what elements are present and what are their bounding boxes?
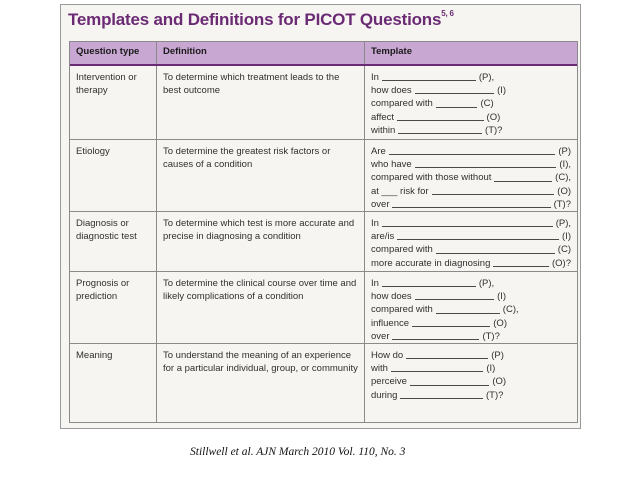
template-suffix: (P): [558, 146, 571, 157]
template-blank: [382, 71, 476, 81]
template-blank: [415, 290, 494, 300]
template-line: [371, 290, 571, 303]
template-blank: [415, 84, 494, 94]
template-blank: [400, 389, 483, 399]
picot-table: [69, 41, 578, 423]
citation-caption: Stillwell et al. AJN March 2010 Vol. 110, No. 3: [190, 446, 406, 458]
template-blank: [436, 303, 500, 313]
template-line: [371, 145, 571, 158]
template-prefix: at ___ risk for: [371, 185, 429, 197]
template-line: [371, 84, 571, 97]
question-type-cell: Prognosis or prediction: [70, 272, 157, 343]
template-spacer: [502, 124, 571, 137]
template-suffix: (I),: [559, 159, 571, 171]
title-superscript: 5, 6: [441, 9, 454, 18]
template-prefix: during: [371, 389, 398, 401]
template-suffix: (C),: [555, 172, 571, 184]
template-suffix: (T)?: [486, 389, 504, 401]
template-prefix: In: [371, 278, 379, 289]
template-suffix: (T)?: [485, 124, 503, 136]
table-body: [70, 66, 577, 422]
template-prefix: compared with: [371, 244, 433, 256]
table-header: [70, 42, 577, 66]
template-blank: [406, 349, 488, 359]
template-cell: [365, 140, 577, 211]
definition-cell: To determine the clinical course over time and likely complications of a condition: [157, 272, 365, 343]
template-prefix: How do: [371, 350, 404, 361]
definition-cell: To understand the meaning of an experience for a particular individual, group, or community: [157, 344, 365, 422]
template-blank: [397, 230, 559, 240]
table-row: [70, 212, 577, 272]
template-line: [371, 158, 571, 171]
template-prefix: within: [371, 124, 396, 136]
template-blank: [397, 111, 483, 121]
template-line: [371, 230, 571, 243]
template-spacer: [495, 362, 571, 375]
template-suffix: (I): [497, 291, 507, 303]
template-suffix: (C): [557, 244, 571, 256]
table-row: [70, 140, 577, 212]
template-line: [371, 97, 571, 110]
template-spacer: [494, 97, 571, 110]
template-blank: [412, 317, 490, 327]
template-cell: [365, 212, 577, 271]
template-suffix: (O): [493, 317, 507, 329]
definition-cell: To determine which test is more accurate and precise in diagnosing a condition: [157, 212, 365, 271]
template-line: [371, 124, 571, 137]
template-suffix: (I): [497, 85, 507, 97]
template-spacer: [494, 277, 571, 290]
template-blank: [392, 198, 550, 208]
column-header-template: Template: [371, 46, 413, 57]
table-row: [70, 344, 577, 422]
template-spacer: [504, 349, 571, 362]
template-line: [371, 217, 571, 230]
title-text: Templates and Definitions for PICOT Questions: [68, 10, 442, 29]
template-blank: [432, 185, 555, 195]
template-suffix: (O)?: [552, 257, 571, 269]
template-prefix: In: [371, 72, 379, 83]
template-line: [371, 243, 571, 256]
template-line: [371, 317, 571, 330]
template-blank: [391, 362, 483, 372]
template-prefix: Are: [371, 146, 386, 157]
column-header-definition: Definition: [157, 42, 365, 64]
template-suffix: (O): [492, 376, 507, 388]
table-row: [70, 272, 577, 344]
template-prefix: over: [371, 198, 390, 210]
template-cell: [365, 344, 577, 422]
template-prefix: perceive: [371, 376, 407, 388]
template-spacer: [506, 290, 571, 303]
template-suffix: (P): [491, 350, 504, 361]
question-type-cell: Diagnosis or diagnostic test: [70, 212, 157, 271]
question-type-cell: Meaning: [70, 344, 157, 422]
template-prefix: compared with those without: [371, 172, 492, 184]
template-blank: [382, 217, 553, 227]
template-spacer: [506, 84, 571, 97]
template-spacer: [506, 375, 571, 388]
template-line: [371, 303, 571, 316]
template-prefix: who have: [371, 159, 412, 171]
template-prefix: over: [371, 330, 390, 342]
template-cell: [365, 66, 577, 139]
template-spacer: [500, 330, 571, 343]
definition-cell: To determine the greatest risk factors or causes of a condition: [157, 140, 365, 211]
template-line: [371, 71, 571, 84]
template-blank: [494, 171, 552, 181]
template-spacer: [503, 389, 571, 402]
template-blank: [436, 243, 555, 253]
template-line: [371, 171, 571, 184]
definition-cell: To determine which treatment leads to the best outcome: [157, 66, 365, 139]
template-suffix: (O): [486, 111, 501, 123]
question-type-cell: Etiology: [70, 140, 157, 211]
template-cell: [365, 272, 577, 343]
template-prefix: compared with: [371, 98, 433, 110]
template-line: [371, 362, 571, 375]
template-spacer: [500, 111, 571, 124]
template-line: [371, 277, 571, 290]
template-prefix: with: [371, 363, 388, 375]
template-spacer: [519, 303, 571, 316]
template-blank: [392, 330, 479, 340]
template-suffix: (C): [480, 98, 494, 110]
template-suffix: (T)?: [482, 330, 500, 342]
template-suffix: (I): [486, 363, 496, 375]
column-header-question-type: Question type: [70, 42, 157, 64]
document-page: [60, 4, 581, 429]
template-suffix: (P),: [478, 72, 495, 83]
template-line: [371, 257, 571, 270]
table-row: [70, 66, 577, 140]
template-blank: [415, 158, 557, 168]
template-prefix: compared with: [371, 304, 433, 316]
template-line: [371, 330, 571, 343]
template-prefix: more accurate in diagnosing: [371, 257, 491, 269]
template-blank: [493, 257, 549, 267]
template-spacer: [494, 71, 571, 84]
template-line: [371, 375, 571, 388]
template-prefix: influence: [371, 317, 410, 329]
template-line: [371, 185, 571, 198]
template-blank: [382, 277, 476, 287]
template-blank: [436, 97, 478, 107]
page-title: [68, 10, 454, 30]
template-line: [371, 389, 571, 402]
template-prefix: how does: [371, 291, 412, 303]
template-line: [371, 349, 571, 362]
template-line: [371, 111, 571, 124]
template-blank: [398, 124, 482, 134]
template-prefix: how does: [371, 85, 412, 97]
question-type-cell: Intervention or therapy: [70, 66, 157, 139]
template-prefix: In: [371, 218, 379, 229]
template-suffix: (P),: [555, 218, 571, 229]
template-prefix: affect: [371, 111, 395, 123]
template-suffix: (P),: [478, 278, 495, 289]
template-line: [371, 198, 571, 211]
template-blank: [410, 375, 489, 385]
template-suffix: (I): [562, 231, 571, 243]
template-prefix: are/is: [371, 231, 395, 243]
template-suffix: (T)?: [553, 198, 571, 210]
template-suffix: (C),: [502, 304, 519, 316]
template-spacer: [507, 317, 571, 330]
template-blank: [389, 145, 556, 155]
template-suffix: (O): [557, 185, 571, 197]
